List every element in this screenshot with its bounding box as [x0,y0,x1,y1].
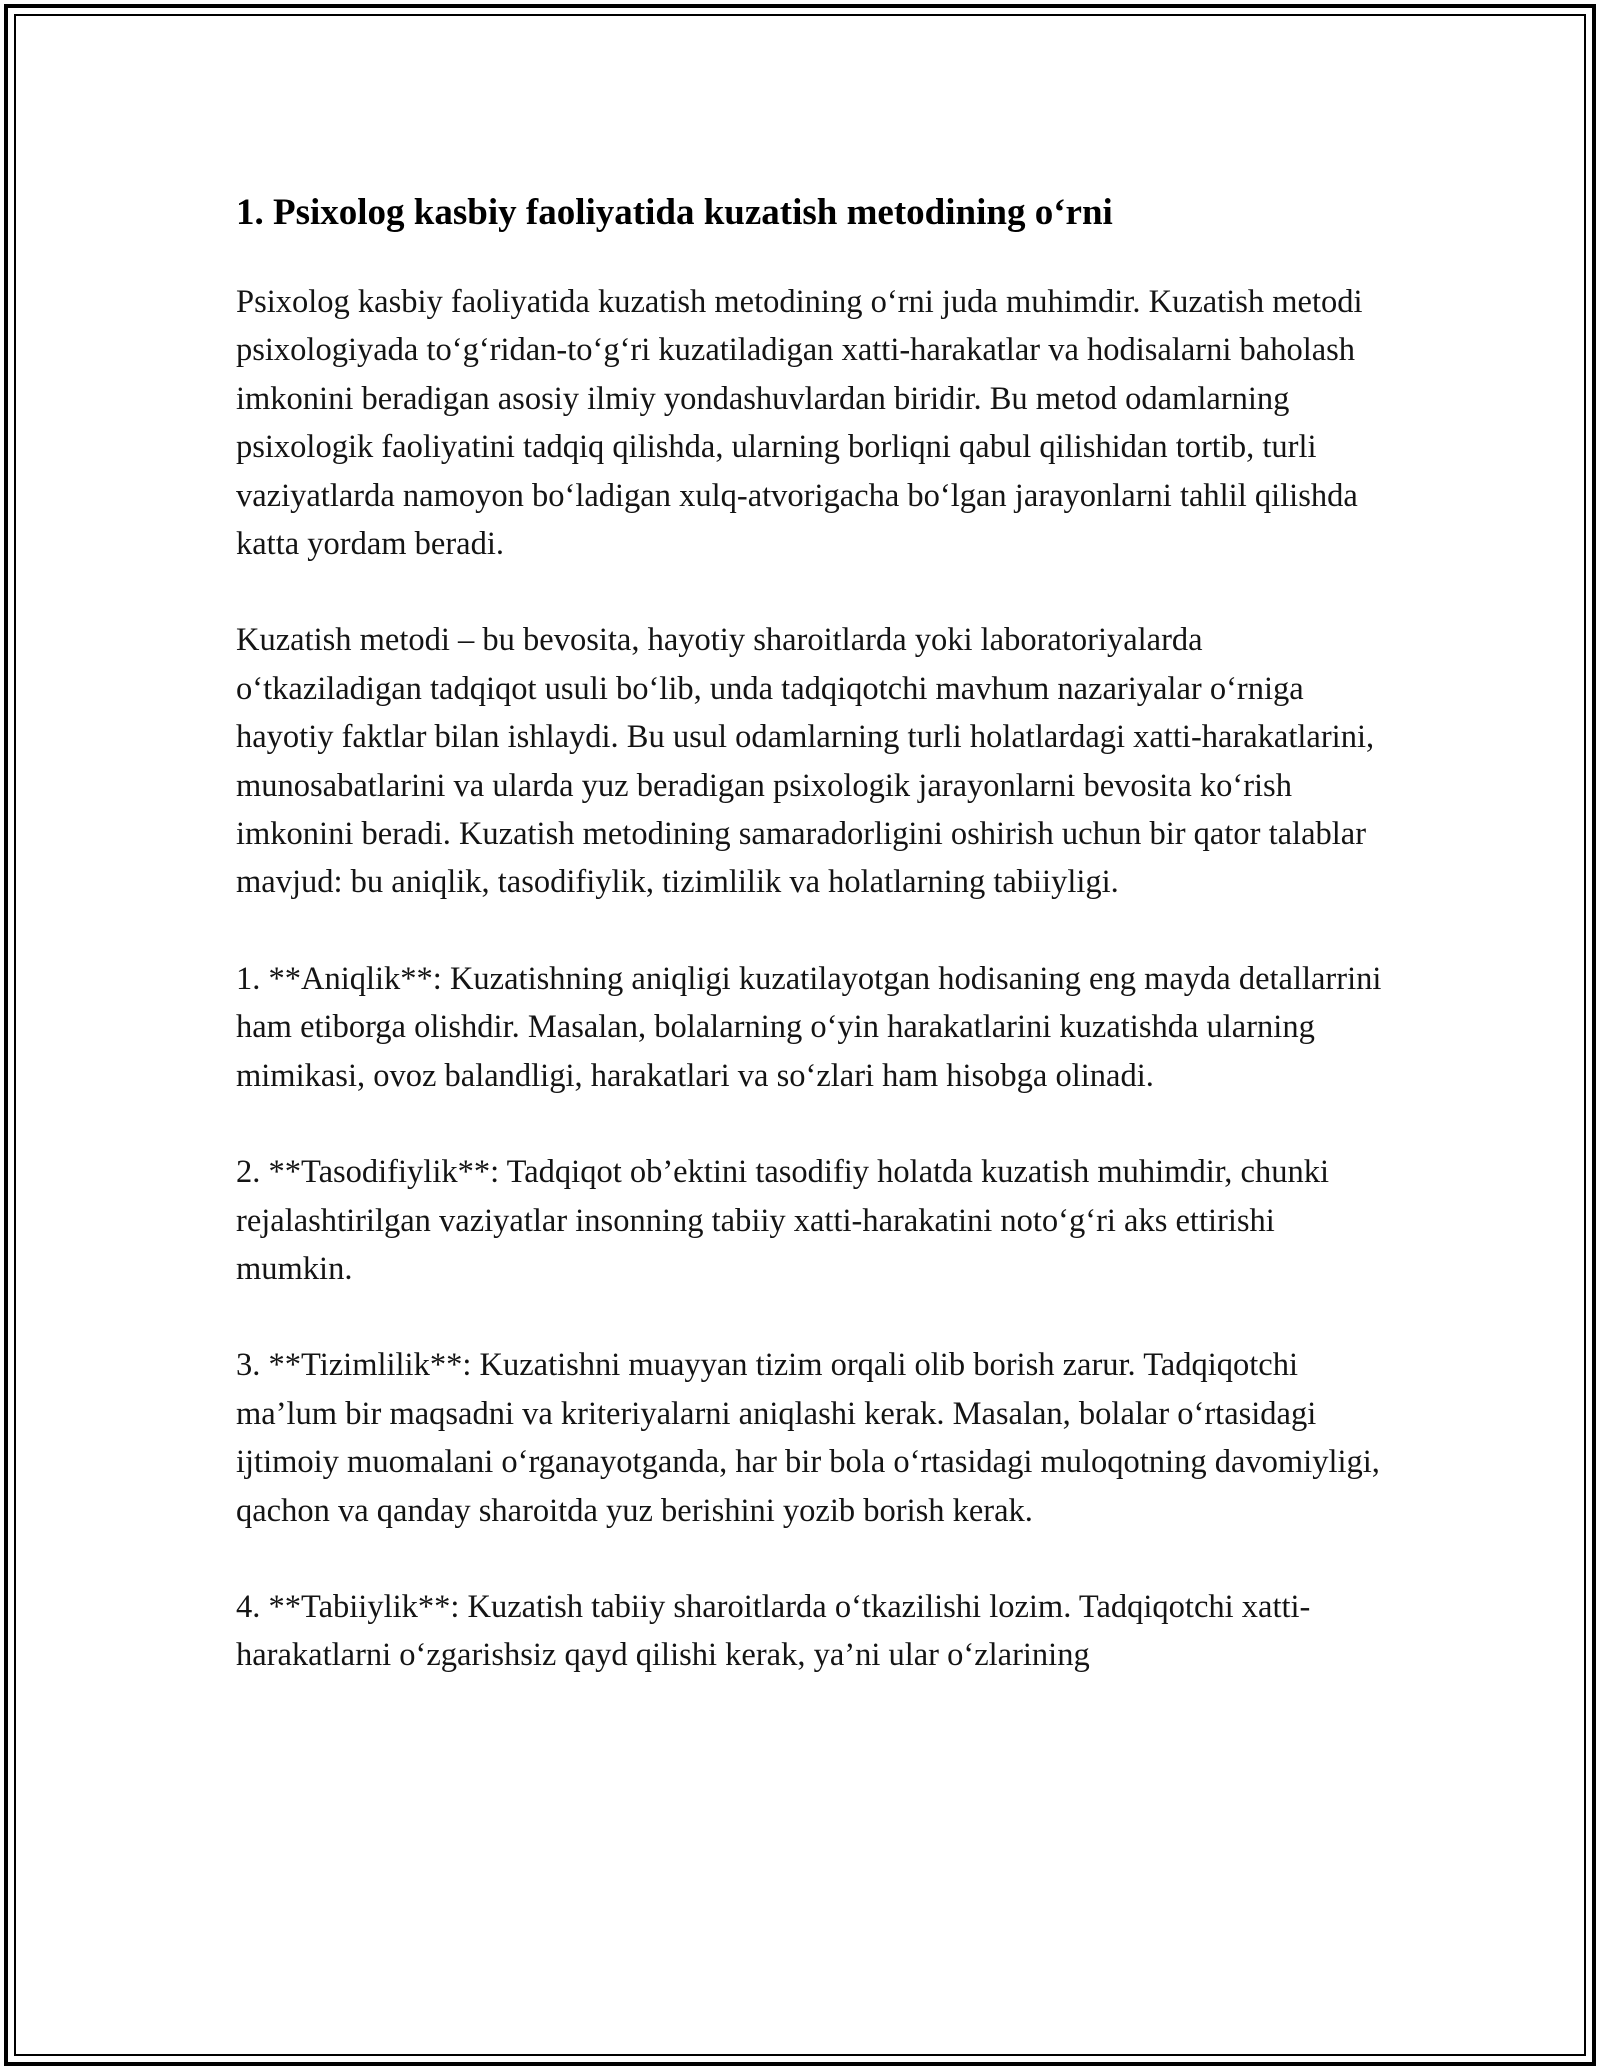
document-page [236,182,1386,1728]
list-item-aniqlik: 1. **Aniqlik**: Kuzatishning aniqligi kuzatilayotgan hodisaning eng mayda detallarrini ham etiborga olishdir. Masalan, bolalarning o‘yin harakatlarini kuzatishda ularning mimikasi, ovoz balandligi, harakatlari va so‘zlari ham hisobga olinadi. [236,960,1382,1094]
list-item-tizimlilik: 3. **Tizimlilik**: Kuzatishni muayyan tizim orqali olib borish zarur. Tadqiqotchi ma’lum bir maqsadni va kriteriyalarni aniqlashi kerak. Masalan, bolalar o‘rtasidagi ijtimoiy muomalani o‘rganayotganda, har bir bola o‘rtasidagi muloqotning davomiyligi, qachon va qanday sharoitda yuz berishini yozib borish kerak. [236,1347,1380,1529]
paragraph-definition: Kuzatish metodi – bu bevosita, hayotiy sharoitlarda yoki laboratoriyalarda o‘tkaziladigan tadqiqot usuli bo‘lib, unda tadqiqotchi mavhum nazariyalar o‘rniga hayotiy faktlar bilan ishlaydi. Bu usul odamlarning turli holatlardagi xatti-harakatlarini, munosabatlarini va ularda yuz beradigan psixologik jarayonlarni bevosita ko‘rish imkonini beradi. Kuzatish metodining samaradorligini oshirish uchun bir qator talablar mavjud: bu aniqlik, tasodifiylik, tizimlilik va holatlarning tabiiyligi. [236,622,1375,901]
paragraph-intro: Psixolog kasbiy faoliyatida kuzatish metodining o‘rni juda muhimdir. Kuzatish metodi psixologiyada to‘g‘ridan-to‘g‘ri kuzatiladigan xatti-harakatlar va hodisalarni baholash imkonini beradigan asosiy ilmiy yondashuvlardan biridir. Bu metod odamlarning psixologik faoliyatini tadqiq qilishda, ularning borliqni qabul qilishidan tortib, turli vaziyatlarda namoyon bo‘ladigan xulq-atvorigacha bo‘lgan jarayonlarni tahlil qilishda katta yordam beradi. [236,284,1363,563]
document-title: 1. Psixolog kasbiy faoliyatida kuzatish metodining o‘rni [236,192,1113,233]
list-item-tabiiylik: 4. **Tabiiylik**: Kuzatish tabiiy sharoitlarda o‘tkazilishi lozim. Tadqiqotchi xatti-harakatlarni o‘zgarishsiz qayd qilishi kerak, ya’ni ular o‘zlarining [236,1588,1311,1674]
list-item-tasodifiylik: 2. **Tasodifiylik**: Tadqiqot ob’ektini tasodifiy holatda kuzatish muhimdir, chunki rejalashtirilgan vaziyatlar insonning tabiiy xatti-harakatini noto‘g‘ri aks ettirishi mumkin. [236,1154,1329,1287]
